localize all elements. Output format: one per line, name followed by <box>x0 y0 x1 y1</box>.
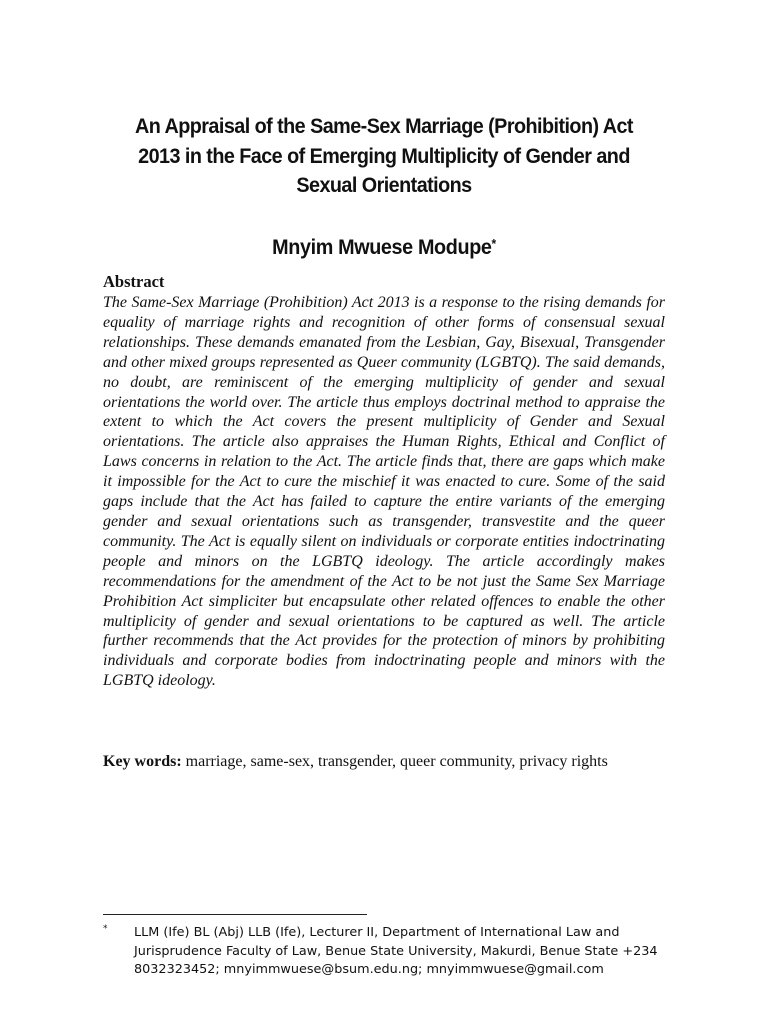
author-footnote-mark: * <box>491 236 496 251</box>
abstract-heading: Abstract <box>103 272 165 291</box>
keywords-label: Key words: <box>103 753 182 770</box>
article-title: An Appraisal of the Same-Sex Marriage (Prohibition) Act 2013 in the Face of Emerging Multiplicity of Gender and Sexual Orientations <box>135 114 633 197</box>
author-name <box>114 233 655 261</box>
author-name-text: Mnyim Mwuese Modupe <box>272 235 492 259</box>
keywords-line <box>103 752 665 773</box>
keywords-text: marriage, same-sex, transgender, queer community, privacy rights <box>185 753 608 770</box>
footnote-divider <box>103 914 367 915</box>
footnote-text: LLM (Ife) BL (Abj) LLB (Ife), Lecturer II, Department of International Law and Jurisprudence Faculty of Law, Benue State University, Makurdi, Benue State +234 8032323452; mnyimmwuese@bsum.edu.ng; mnyimmwuese@gmail.com <box>134 925 658 977</box>
abstract-body: The Same-Sex Marriage (Prohibition) Act 2013 is a response to the rising demands for equality of marriage rights and recognition of other forms of consensual sexual relationships. These demands emanated from the Lesbian, Gay, Bisexual, Transgender and other mixed groups represented as Queer community (LGBTQ). The said demands, no doubt, are reminiscent of the emerging multiplicity of gender and sexual orientations the world over. The article thus employs doctrinal method to appraise the extent to which the Act covers the present multiplicity of Gender and Sexual orientations. The article also appraises the Human Rights, Ethical and Conflict of Laws concerns in relation to the Act. The article finds that, there are gaps which make it impossible for the Act to cure the mischief it was enacted to cure. Some of the said gaps include that the Act has failed to capture the entire variants of the emerging gender and sexual orientations such as transgender, transvestite and the queer community. The Act is equally silent on individuals or corporate entities indoctrinating people and minors on the LGBTQ ideology. The article accordingly makes recommendations for the amendment of the Act to be not just the Same Sex Marriage Prohibition Act simpliciter but encapsulate other related offences to enable the other multiplicity of gender and sexual orientations to be captured as well. The article further recommends that the Act provides for the protection of minors by prohibiting individuals and corporate bodies from indoctrinating people and minors with the LGBTQ ideology. <box>103 294 665 690</box>
footnote <box>103 924 665 980</box>
footnote-mark: * <box>103 924 108 934</box>
